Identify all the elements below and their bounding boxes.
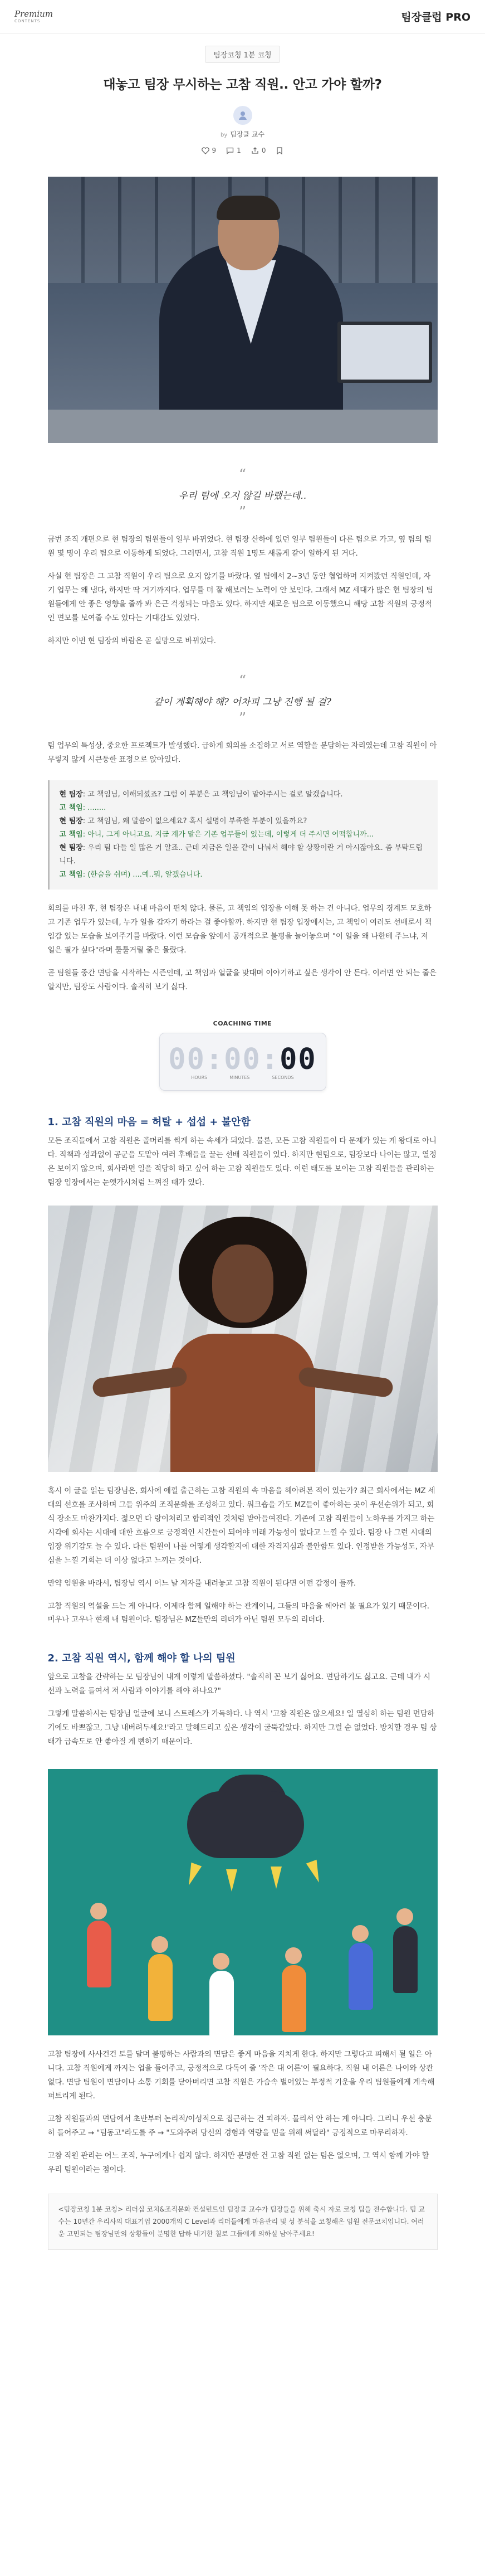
section-1-paragraph-1: 모든 조직들에서 고참 직원은 골머리를 썩게 하는 속세가 되었다. 물론, 모든 고참 직원들이 다 문제가 있는 게 왕대로 아니다. 직책과 성과없이 공군을 도맡아 여러 후배들을 끌는 선배 직원들이 있다. 하지만 현팀으로, 팀장보다 나이는 많고, 열정은 보이지 않으며, 회사라면 일을 적당히 하고 싶어 하는 고참 직원들도 있다. 이런 태도를 보이는 고참 직원들을 관리하는 팀장 입장에서는 눈엣가시처럼 느껴질 때가 있다. (47, 1136, 437, 1187)
category-tag[interactable]: 팀장코칭 1분 코칭 (205, 46, 280, 63)
dialog-line (60, 801, 428, 815)
quote-1: 우리 팀에 오지 않길 바랬는데.. (178, 490, 307, 502)
comment-icon (226, 147, 234, 154)
mid-paragraph: 팀 업무의 특성상, 중요한 프로젝트가 발생했다. 급하게 회의를 소집하고 서로 역할을 분담하는 자리였는데 고참 직원이 아무렇지 않게 시큰둥한 표정으로 앉아있다. (47, 741, 437, 764)
dialog-text: : (한숨을 쉬며) ....예..뭐, 알겠습니다. (82, 871, 203, 879)
after-dialog-paragraph-1: 회의를 마친 후, 현 팀장은 내내 마음이 편치 않다. 물론, 고 책임의 입장을 이해 못 하는 건 아니다. 업무의 경계도 모호하고 기존 업무가 있는데, 누가 일을 갑자기 하라는 걸 좋아할까. 하지만 현 팀장 입장에서는, 고 책임이 여러도 선배로서 책임감 있는 모습을 보여주기를 바랐다. 이런 모습을 앞에서 공개적으로 불평을 늘어놓으며 "이 일을 왜 나한테 주느냐, 저 일은 필가 싶다"라며 툴툴거릴 줄은 몰랐다. (47, 904, 432, 955)
brand-title[interactable]: 팀장클럽 PRO (401, 11, 471, 23)
dialog-text: : 우리 팀 다들 일 많은 거 알죠.. 근데 지금은 일을 같이 나눠서 해야 할 상황이란 거 아시잖아요. 좀 부탁드립니다. (59, 843, 423, 866)
section-2-paragraph-1: 앞으로 고참을 간략하는 모 팀장님이 내게 이렇게 말씀하셨다. "솔직히 꼰 보기 싫어요. 면담하기도 싫고요. 근데 내가 시선과 노력을 들여서 저 사람과 이야기를 해야 하나요?" (47, 1673, 430, 1696)
author-prefix: by (220, 132, 228, 138)
timer-dim-digits: 00:00: (168, 1043, 280, 1077)
dialog-text: : ........ (82, 803, 106, 812)
dialog-line (60, 788, 428, 801)
dialog-speaker: 고 책임 (59, 803, 83, 812)
quote-close-icon: ” (238, 504, 247, 521)
dialog-speaker: 고 책임 (59, 830, 83, 839)
timer-unit-minutes: MINUTES (229, 1075, 250, 1081)
dialog-line (60, 828, 428, 842)
intro-paragraph-1: 금번 조직 개편으로 현 팀장의 팀원들이 일부 바뀌었다. 현 팀장 산하에 있던 일부 팀원들이 다른 팀으로 가고, 옆 팀의 팀원 몇 명이 우리 팀으로 이동하게 되었다. 그러면서, 고참 직원 1명도 새롭게 같이 일하게 된 거다. (47, 535, 432, 558)
heart-icon (202, 147, 209, 154)
article-content (48, 33, 438, 2250)
quote-open-icon: “ (238, 672, 247, 689)
meditating-woman-image (48, 1206, 438, 1472)
section-1-paragraph-3: 만약 임원을 바라서, 팀장님 역시 어느 날 저자를 내려놓고 고참 직원이 된다면 어떤 감정이 들까. (47, 1578, 356, 1588)
timer-unit-seconds: SECONDS (272, 1075, 294, 1081)
dialog-line (60, 842, 428, 868)
dialog-speaker: 현 팀장 (59, 790, 83, 799)
dialog-speaker: 고 책임 (59, 871, 83, 879)
bookmark-icon (276, 147, 283, 154)
quote-close-icon: ” (238, 709, 247, 727)
laptop-illustration (337, 322, 432, 383)
section-2-paragraph-3: 고참 팀장에 사사건건 토를 달며 불평하는 사람과의 면담은 좋게 마음을 지치게 한다. 하지만 그렇다고 피해서 될 일은 아니다. 고참 직원에게 까지는 업을 들어주고, 긍정적으로 다독여 줄 '작은 대 어른'이 필요하다. 직원 내 어른은 나이와 상관없다. 면담 팀원이 면담이나 소통 기회를 닫아버리면 고참 직원은 가슴속 벌어있는 부정적 기운을 우리 팀원들에게 계속해 퍼트리게 된다. (47, 2050, 435, 2101)
logo[interactable] (14, 10, 53, 23)
article-stats (48, 147, 438, 154)
dialog-line (60, 868, 428, 882)
top-bar (0, 0, 485, 33)
dialog-text: : 고 책임님, 이해되셨죠? 그럼 이 부분은 고 책임님이 맡아주시는 걸로 알겠습니다. (82, 790, 343, 799)
more-stat[interactable] (276, 147, 283, 154)
share-count: 0 (261, 147, 266, 154)
dialog-speaker: 현 팀장 (59, 816, 83, 825)
intro-paragraph-3: 하지만 이번 현 팀장의 바람은 곧 실망으로 바뀌었다. (47, 636, 216, 645)
dialog-speaker: 현 팀장 (59, 843, 83, 852)
coaching-timer (159, 1033, 326, 1091)
dialog-text: : 아니, 그게 아니고요. 지금 계가 맡은 기존 업무들이 있는데, 이렇게 더 주시면 어떡합니까... (82, 830, 374, 839)
section-2-paragraph-2: 그렇게 말씀하시는 팀장님 얼굴에 보니 스트레스가 가득하다. 나 역시 '고참 직원은 않으세요! 일 열심히 하는 팀원 면담하기에도 바쁘잖고, 그냥 내버려두세요!'라고 말해드리고 싶은 생각이 굴뚝같았다. 하지만 그럴 순 없었다. 방치할 경우 팀 상태가 급속도로 안 좋아질 게 뻔하기 때문이다. (47, 1709, 437, 1747)
timer-seconds-digits: 00 (280, 1043, 317, 1077)
section-1-paragraph-2: 혹시 이 글을 읽는 팀장님은, 회사에 애낄 출근하는 고참 직원의 속 마음을 헤아려본 적이 있는가? 최근 회사에서는 MZ 세대의 선호를 조사하며 그들 위주의 조직문화를 조성하고 있다. 워크숍을 가도 MZ들이 좋아하는 곳이 우선순위가 되고, 회식 장소도 마찬가지다. 젊으면 다 랑이처리고 합리적인 것처럼 받아들여진다. 기존에 고참 직원들이 노하우를 가지고 하는 시각에 회사는 시대에 대한 흐름으로 긍정적인 시간들이 되어야 미래 가능성이 없다고 느낄 수 있다. 팀장 나 그런 시대의 입장 위기감도 늘 수 있다. 다른 팀원이 나를 어떻게 생각할지에 대한 자격지심과 불안함도 있다. 인정받을 가능성도, 자부심을 느낄 기회는 더 이상 없다고 느끼는 것이다. (47, 1486, 435, 1565)
section-2-heading: 2. 고참 직원 역시, 함께 해야 할 나의 팀원 (47, 1652, 236, 1665)
dialog-box (48, 780, 438, 890)
hero-image-businessman (48, 177, 438, 443)
section-2-paragraph-5: 고참 직원 관리는 어느 조직, 누구에게나 쉽지 않다. 하지만 분명한 건 고참 직원 없는 팀은 없으며, 그 역시 함께 가야 할 우리 팀원이라는 점이다. (47, 2151, 429, 2175)
comment-count: 1 (237, 147, 241, 154)
article-title: 대놓고 팀장 무시하는 고참 직원.. 안고 가야 할까? (103, 77, 382, 92)
logo-line1: Premium (14, 8, 53, 19)
logo-line2: CONTENTS (14, 18, 41, 23)
author-note-box: <팀장코칭 1분 코칭> 리더십 코치&조직문화 컨설턴트인 팀장클 교수가 팀장들을 위해 축시 자로 코칭 팁을 전수합니다. 팀 교수는 10년간 우리사의 대표기업 2000개의 C Level과 리더들에게 마음관리 및 성 분석을 코칭해온 임원 전문코치입니다. 여러운 고민되는 팀장님만의 상황들이 분명한 답하 내거한 칠로 그들에게 의하실 남아주세요! (48, 2194, 438, 2250)
like-count: 9 (212, 147, 217, 154)
intro-paragraph-2: 사실 현 팀장은 그 고참 직원이 우리 팀으로 오지 않기를 바랐다. 옆 팀에서 2~3년 동안 협업하며 지켜봤던 직원인데, 자기 업무는 왜 냄다, 하지만 딱 거기까지다. 업무를 더 잘 해보려는 노력이 안 보인다. 그래서 MZ 세대가 많은 현 팀장의 팀원들에게 안 좋은 영향을 줄까 봐 은근 걱정되는 마음도 있다. 하지만 새로운 팀으로 이동했으니 해당 고참 직원의 긍정적인 면모를 보여줄 수도 있다는 기대감도 있었다. (47, 571, 433, 623)
storm-cloud-illustration (48, 1769, 438, 2035)
section-2-paragraph-4: 고참 직원들과의 면담에서 초반부터 논리적/이성적으로 접근하는 건 피하자. 물리서 안 하는 게 아니다. 그리니 우선 충분히 들어주고 → "팀동고"라도를 주 → "도와주려 당신의 경험과 역량을 믿을 위해 써달라" 긍정적으로 마무리하자. (47, 2115, 432, 2138)
comment-stat[interactable] (226, 147, 241, 154)
dialog-text: : 고 책임님, 왜 말씀이 없으세요? 혹시 설명이 부족한 부분이 있을까요? (82, 816, 307, 825)
section-1-paragraph-4: 고참 직원의 역설을 드는 게 아니다. 이제라 함께 일해야 하는 관계이니, 그들의 마음을 헤아려 볼 필요가 있기 때문이다. 미우나 고우나 현재 내 팀원이다. 팀장님은 MZ들만의 리더가 아닌 팀원 모두의 리더다. (47, 1601, 429, 1625)
user-icon (237, 110, 248, 121)
after-dialog-paragraph-2: 곧 팀원들 중간 면담을 시작하는 시즌인데, 고 책임과 얼굴을 맞대며 이야기하고 싶은 생각이 안 든다. 이러면 안 되는 줄은 알지만, 팀장도 사람이다. 솔직히 보기 싫다. (47, 968, 437, 991)
timer-units (191, 1075, 293, 1080)
share-stat[interactable] (251, 147, 266, 154)
coaching-time-label: COACHING TIME (213, 1019, 272, 1027)
quote-2: 같이 계획해야 해? 어차피 그냥 진행 될 걸? (154, 696, 331, 708)
author-avatar[interactable] (233, 106, 252, 125)
timer-unit-hours: HOURS (191, 1075, 208, 1081)
section-1-heading: 1. 고참 직원의 마음 = 허탈 + 섭섭 + 불안함 (47, 1116, 251, 1128)
author-name[interactable]: 팀장클 교수 (230, 130, 265, 138)
quote-open-icon: “ (238, 466, 247, 483)
like-stat[interactable] (202, 147, 217, 154)
author-line (48, 129, 438, 139)
share-icon (251, 147, 259, 154)
dialog-line (60, 815, 428, 828)
timer-digits (168, 1043, 316, 1076)
